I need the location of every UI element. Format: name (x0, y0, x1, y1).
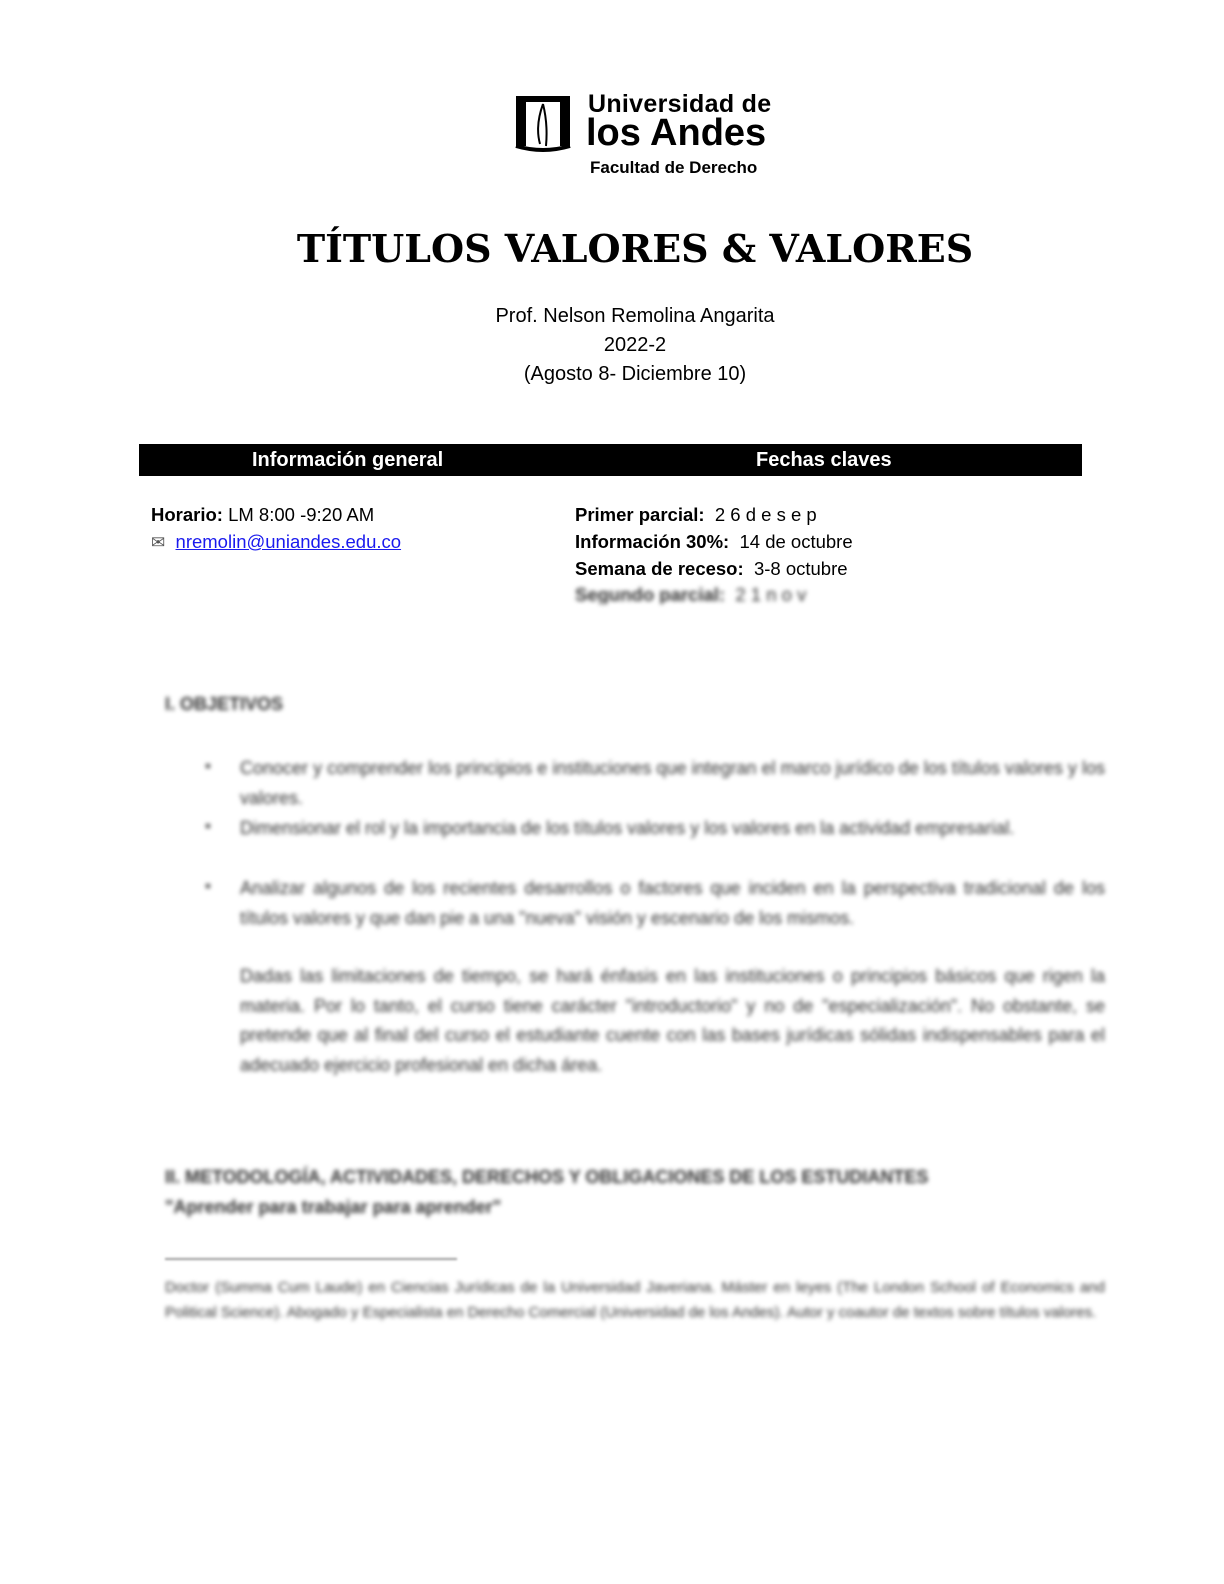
table-header (139, 444, 1082, 476)
date-range: (Agosto 8- Diciembre 10) (523, 363, 747, 385)
professor: Prof. Nelson Remolina Angarita (495, 305, 775, 327)
key-date-row (575, 501, 853, 528)
key-date-value: 14 de octubre (739, 531, 853, 552)
key-date-label: Semana de receso: (575, 558, 744, 579)
bullet-icon: ▪ (205, 878, 211, 895)
objective-item: Analizar algunos de los recientes desarrollos o factores que inciden en la perspectiva tradicional de los títulos valores y que dan pie a una "nueva" visión y escenario de los mismos. (240, 878, 1105, 928)
logo-line2: los Andes (586, 112, 767, 154)
term: 2022-2 (603, 334, 667, 356)
key-date-row (575, 584, 806, 604)
footnote: Doctor (Summa Cum Laude) en Ciencias Jurídicas de la Universidad Javeriana. Máster en leyes (The London School of Economics and Political Science). Abogado y Especialista en Derecho Comercial (Universidad de los Andes). Autor y coautor de textos sobre títulos valores. (165, 1279, 1105, 1321)
header-key-dates: Fechas claves (756, 449, 892, 471)
key-date-label: Información 30%: (575, 531, 730, 552)
key-date-value: 2 6 d e s e p (714, 504, 817, 525)
key-date-label: Primer parcial: (575, 504, 705, 525)
key-date-value: 2 1 n o v (735, 584, 807, 604)
key-date-row (575, 528, 853, 555)
bullet-icon: ▪ (205, 818, 211, 835)
section-heading: I. OBJETIVOS (165, 694, 284, 714)
key-date-label: Segundo parcial: (575, 584, 726, 604)
objective-item: Conocer y comprender los principios e instituciones que integran el marco jurídico de los títulos valores y los valores. (240, 758, 1105, 808)
key-dates (575, 501, 853, 582)
page-title: TÍTULOS VALORES & VALORES (296, 226, 974, 271)
email-link[interactable]: nremolin@uniandes.edu.co (175, 531, 402, 552)
objectives-paragraph: Dadas las limitaciones de tiempo, se hará énfasis en las instituciones o principios básicos que rigen la materia. Por lo tanto, el curso tiene carácter "introductorio" y no de "especialización". No obstante, se pretende que al final del curso el estudiante cuente con las bases jurídicas sólidas indispensables para el adecuado ejercicio profesional en dicha área. (240, 966, 1105, 1075)
objective-item: Dimensionar el rol y la importancia de los títulos valores y los valores en la actividad empresarial. (240, 818, 1015, 838)
section-subheading: "Aprender para trabajar para aprender" (165, 1197, 502, 1217)
bullet-icon: ▪ (205, 758, 211, 775)
key-date-row (575, 555, 853, 582)
horario-value: LM 8:00 -9:20 AM (228, 504, 375, 525)
section-heading: II. METODOLOGÍA, ACTIVIDADES, DERECHOS Y OBLIGACIONES DE LOS ESTUDIANTES (165, 1167, 929, 1187)
mail-icon: ✉ (151, 533, 166, 552)
logo-line1: Universidad de (588, 90, 772, 118)
header-general: Información general (252, 449, 444, 471)
university-logo (510, 88, 780, 183)
horario-label: Horario: (151, 504, 223, 525)
logo-line3: Facultad de Derecho (590, 158, 758, 177)
footnote-divider (165, 1258, 457, 1260)
logo-mark-icon (512, 92, 574, 154)
key-date-value: 3-8 octubre (753, 558, 848, 579)
general-info (151, 501, 401, 556)
